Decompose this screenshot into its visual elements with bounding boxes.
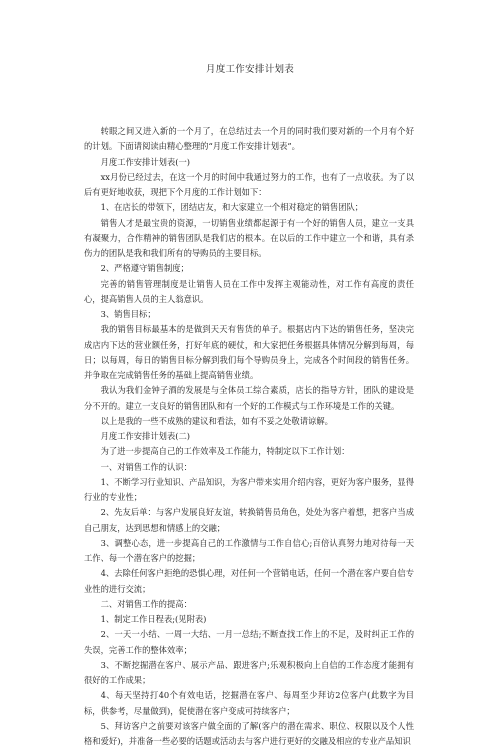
list-item: 3、调整心态，进一步提高自己的工作激情与工作自信心;百倍认真努力地对待每一天工作、每一个潜在客户的挖掘； [84,537,414,563]
paragraph: 销售人才是最宝贵的资源，一切销售业绩都起源于有一个好的销售人员，建立一支具有凝聚力，合作精神的销售团队是我们店的根本。在以后的工作中建立一个和谐，具有杀伤力的团队是我和我们所有的导购员的主要目标。 [84,217,414,258]
list-item: 4、去除任何客户拒绝的恐惧心理，对任何一个营销电话，任何一个潜在客户要自信专业性的进行交流； [84,568,414,594]
section-heading-plan-1: 月度工作安排计划表(一) [100,156,191,167]
list-item: 2、严格遵守销售制度； [100,263,189,274]
subheading: 一、对销售工作的认识： [100,461,192,472]
list-item: 3、不断挖掘潜在客户、展示产品、跟进客户;乐观积极向上自信的工作态度才能拥有很好的工作成果； [84,659,414,685]
list-item: 4、每天坚持打40个有效电话，挖掘潜在客户、每周至少拜访2位客户(此数字为目标，供参考，尽量做到)，促使潜在客户变成可持续客户； [84,690,414,716]
paragraph: 完善的销售管理制度是让销售人员在工作中发挥主观能动性，对工作有高度的责任心，提高销售人员的主人翁意识。 [84,278,414,304]
paragraph: 我认为我们金钟子酒的发展是与全体员工综合素质，店长的指导方针，团队的建设是分不开的。建立一支良好的销售团队和有一个好的工作模式与工作环境是工作的关键。 [84,385,414,411]
paragraph: 我的销售目标最基本的是做到天天有售货的单子。根据店内下达的销售任务，坚决完成店内下达的营业额任务，打好年底的硬仗，和大家把任务根据具体情况分解到每周，每日；以每周，每日的销售目标分解到我们每个导购员身上，完成各个时间段的销售任务。并争取在完成销售任务的基础上提高销售业绩。 [84,324,414,380]
paragraph: 以上是我的一些不成熟的建议和看法，如有不妥之处敬请谅解。 [100,415,333,426]
list-item: 1、不断学习行业知识、产品知识，为客户带来实用介绍内容，更好为客户服务，显得行业的专业性； [84,476,414,502]
list-item: 2、先友后单：与客户发展良好友谊，转换销售员角色，处处为客户着想，把客户当成自己朋友，达到思想和情感上的交融； [84,507,414,533]
list-item: 1、制定工作日程表;(见附表) [100,614,207,624]
section-heading-plan-2: 月度工作安排计划表(二) [100,431,191,441]
subheading: 二、对销售工作的提高： [100,598,192,609]
document-body [84,124,414,749]
paragraph-intro: 转眼之间又进入新的一个月了，在总结过去一个月的同时我们要对新的一个月有个好的计划。下面请阅读由精心整理的“月度工作安排计划表”。 [84,126,414,152]
document-title: 月度工作安排计划表 [205,64,295,75]
list-item: 5、拜访客户之前要对该客户做全面的了解(客户的潜在需求、职位、权限以及个人性格和爱好)，并准备一些必要的话题或活动去与客户进行更好的交融及相应的专业产品知识 [84,720,414,746]
list-item: 3、销售目标； [100,309,156,319]
paragraph: 为了进一步提高自己的工作效率及工作能力，特制定以下工作计划： [100,446,350,457]
list-item: 2、一天一小结、一周一大结、一月一总结;不断查找工作上的不足，及时纠正工作的失误，完善工作的整体效率； [84,629,414,655]
list-item: 1、在店长的带领下，团结店友，和大家建立一个相对稳定的销售团队； [100,202,364,213]
paragraph: xx月份已经过去，在这一个月的时间中我通过努力的工作，也有了一点收获。为了以后有更好地收获，现把下个月度的工作计划如下： [84,171,414,197]
